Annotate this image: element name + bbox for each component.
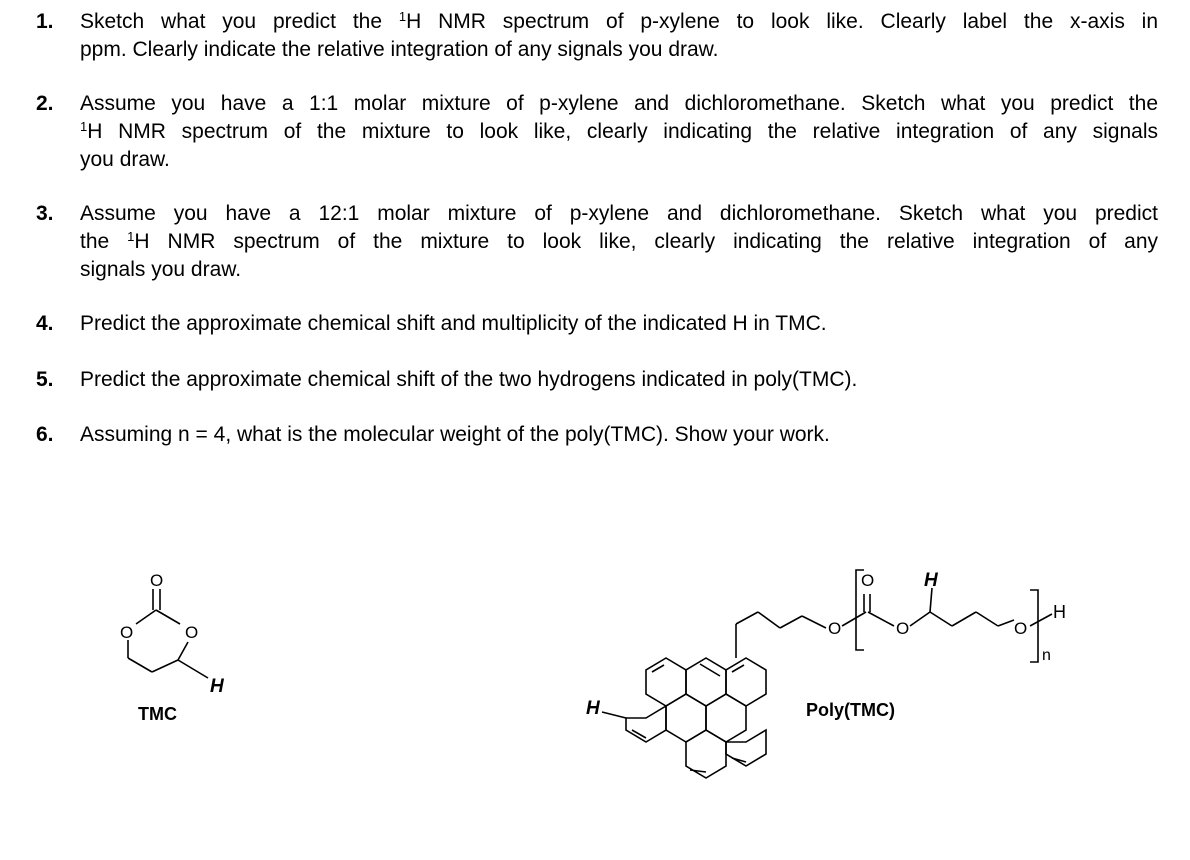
poly-indicated-hydrogen: H bbox=[924, 570, 938, 591]
question-line: Predict the approximate chemical shift and multiplicity of the indicated H in TMC. bbox=[80, 312, 827, 335]
superscript: 1 bbox=[127, 229, 135, 244]
poly-chain-oxygen-2: O bbox=[896, 619, 910, 638]
tmc-ring-oxygen-right: O bbox=[185, 623, 199, 642]
question-number: 4. bbox=[36, 312, 54, 335]
poly-pyrene-hydrogen: H bbox=[586, 698, 600, 719]
question-line: Predict the approximate chemical shift of the two hydrogens indicated in poly(TMC). bbox=[80, 368, 858, 391]
tmc-label: TMC bbox=[138, 704, 177, 724]
question-line: Assume you have a 12:1 molar mixture of p-xylene and dichloromethane. Sketch what you predict bbox=[80, 202, 1158, 225]
question-number: 2. bbox=[36, 92, 54, 115]
question-line: Assume you have a 1:1 molar mixture of p-xylene and dichloromethane. Sketch what you predict the bbox=[80, 92, 1158, 115]
question-number: 3. bbox=[36, 202, 54, 225]
poly-chain-oxygen-1: O bbox=[828, 619, 842, 638]
question-line: $^1$H NMR spectrum of the mixture to look like, clearly indicating the relative integration of any signals bbox=[80, 119, 1158, 143]
question-number: 1. bbox=[36, 10, 54, 33]
poly-tmc-structure bbox=[602, 570, 1052, 778]
question-number: 6. bbox=[36, 423, 54, 446]
poly-terminal-oxygen: O bbox=[1014, 619, 1028, 638]
poly-repeat-subscript: n bbox=[1042, 647, 1051, 664]
question-line: ppm. Clearly indicate the relative integration of any signals you draw. bbox=[80, 38, 719, 61]
question-line: Assuming n = 4, what is the molecular weight of the poly(TMC). Show your work. bbox=[80, 423, 830, 446]
poly-tmc-label: Poly(TMC) bbox=[806, 700, 895, 720]
poly-terminal-hydrogen: H bbox=[1053, 602, 1066, 622]
question-line: signals you draw. bbox=[80, 258, 242, 281]
tmc-indicated-hydrogen: H bbox=[210, 676, 224, 697]
tmc-carbonyl-oxygen: O bbox=[150, 571, 164, 590]
question-line: you draw. bbox=[80, 148, 170, 171]
question-line: Sketch what you predict the $^1$H NMR spectrum of p-xylene to look like. Clearly label the x-axis in bbox=[80, 9, 1159, 33]
poly-carbonyl-oxygen: O bbox=[861, 571, 875, 590]
question-line: the $^1$H NMR spectrum of the mixture to look like, clearly indicating the relative integration of any bbox=[80, 229, 1158, 253]
question-number: 5. bbox=[36, 368, 54, 391]
tmc-ring-oxygen-left: O bbox=[120, 623, 134, 642]
superscript: 1 bbox=[398, 9, 407, 24]
superscript: 1 bbox=[80, 119, 88, 134]
